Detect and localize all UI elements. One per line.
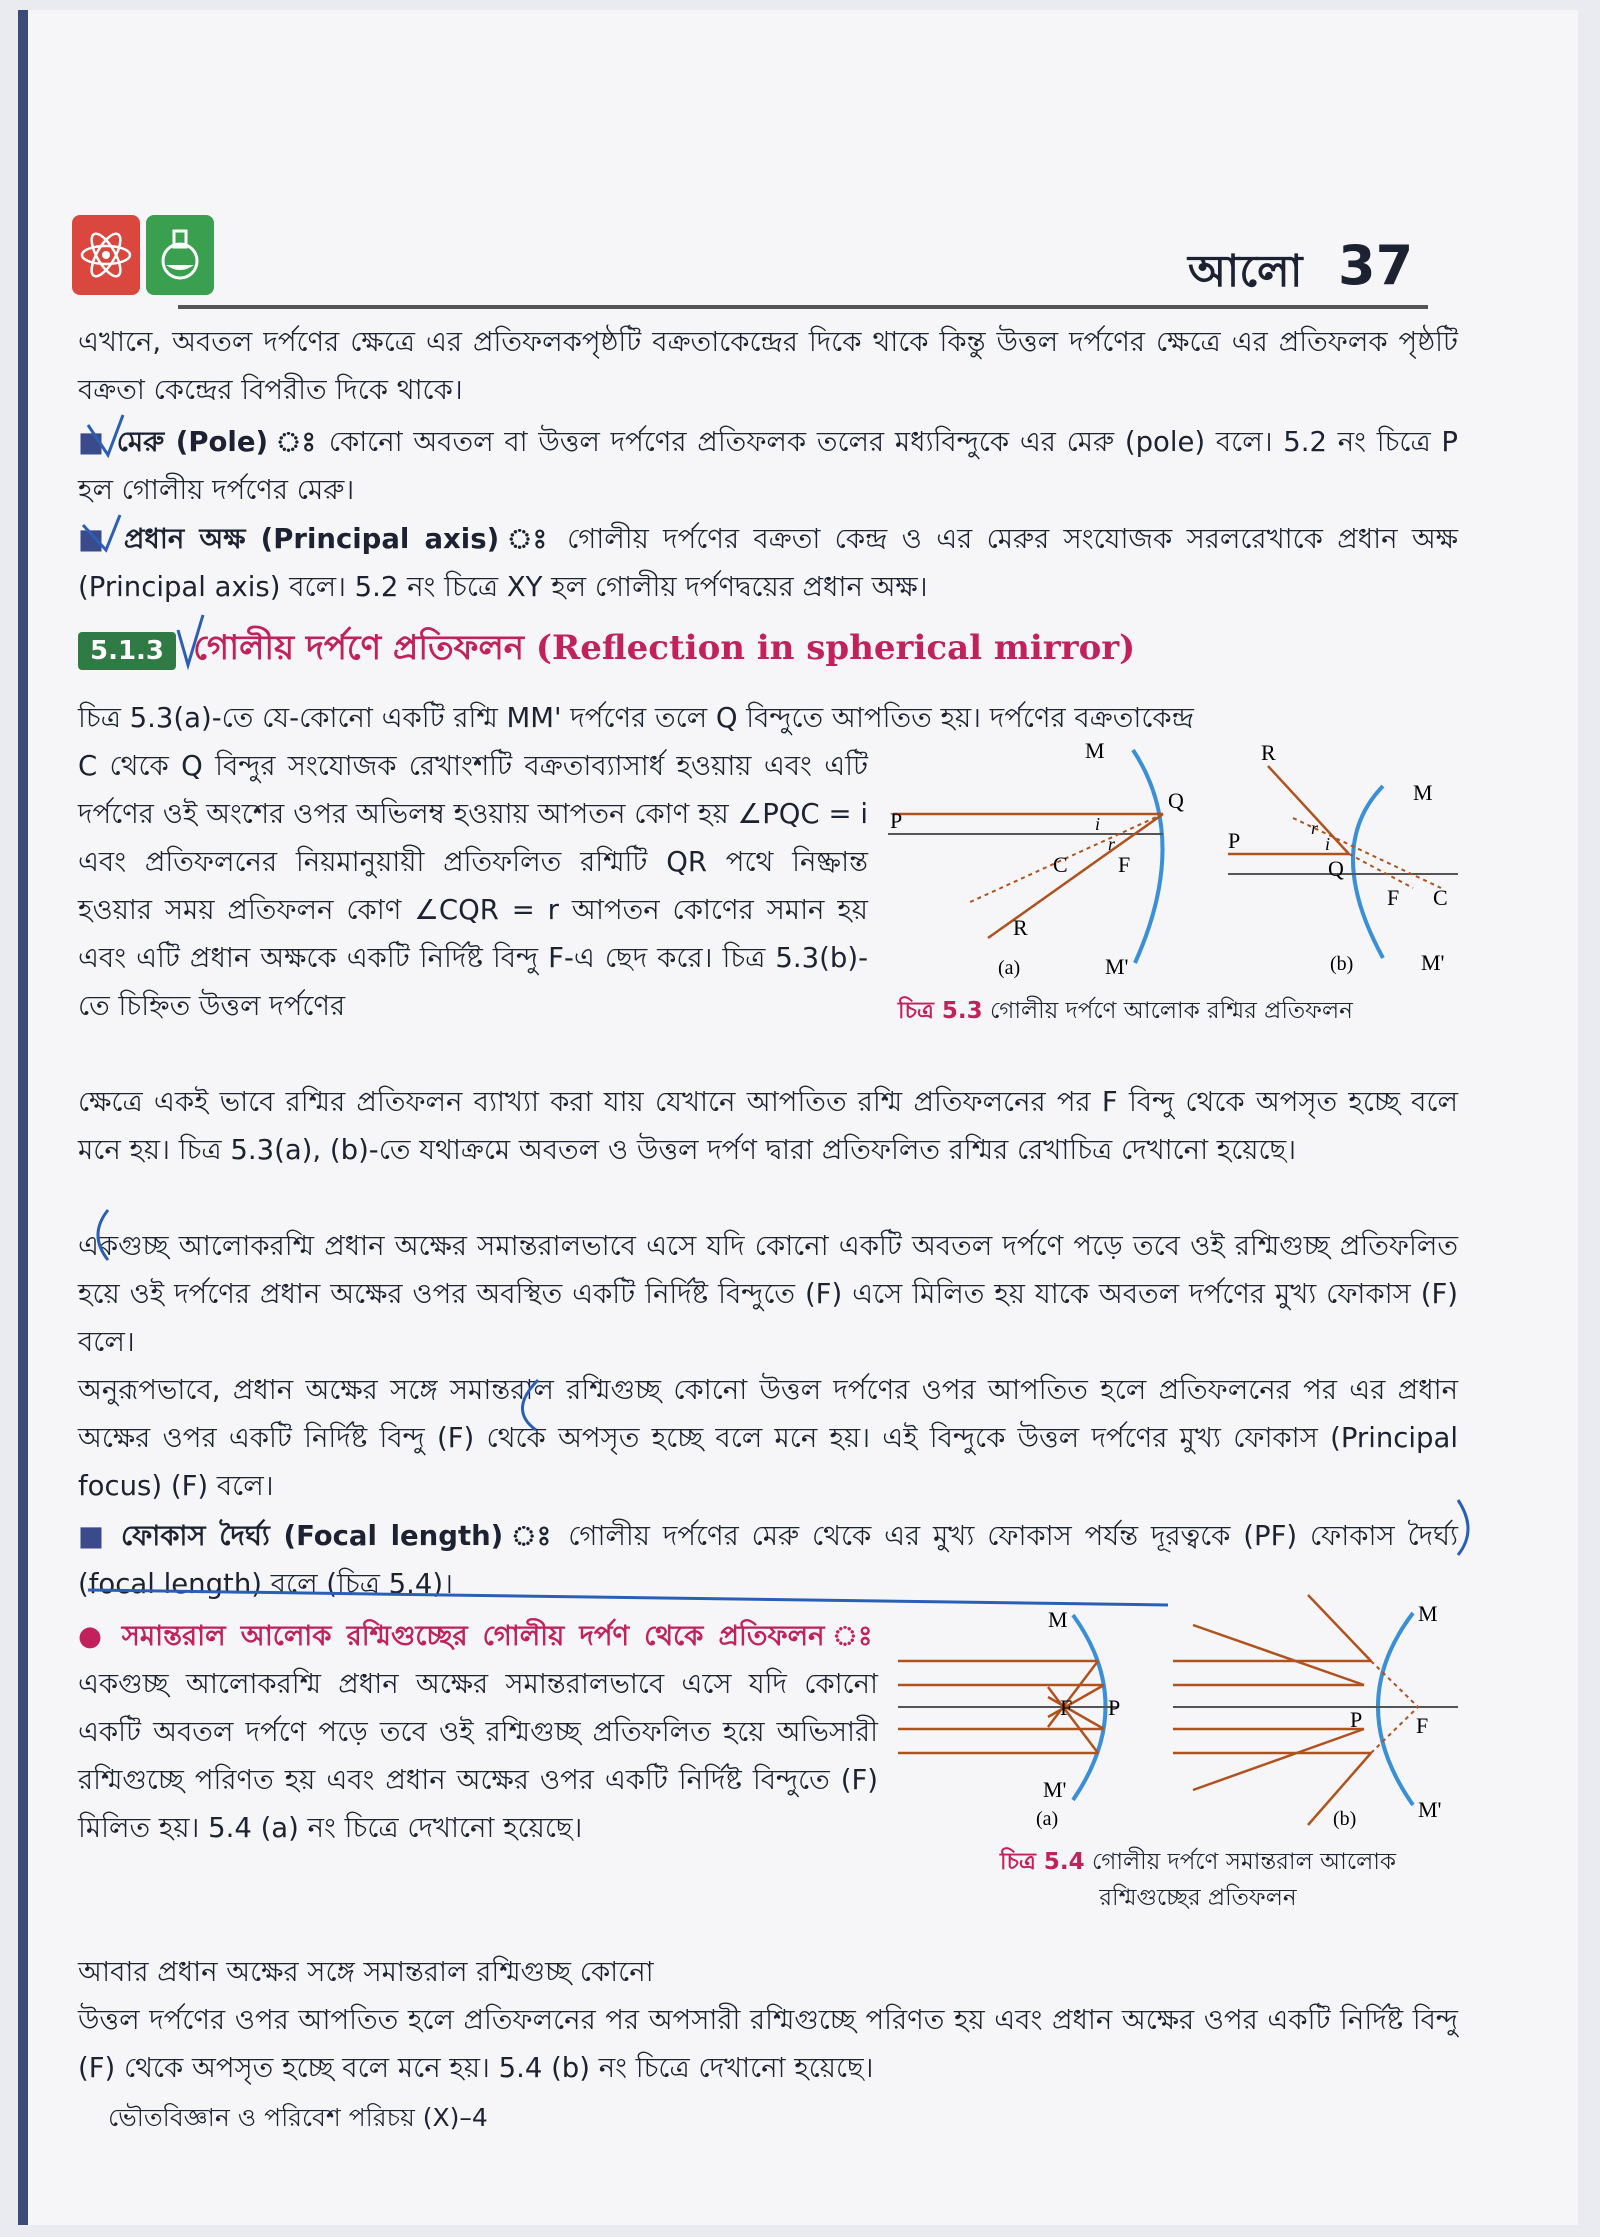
- label-i: i: [1095, 814, 1101, 834]
- page-footer: ভৌতবিজ্ঞান ও পরিবেশ পরিচয় (X)–4: [108, 2103, 488, 2132]
- label-M: M: [1418, 1601, 1438, 1626]
- figure-5-3b: [1228, 740, 1458, 975]
- paragraph-parallel-2b: উত্তল দর্পণের ওপর আপতিত হলে প্রতিফলনের পর অপসারী রশ্মিগুচ্ছে পরিণত হয় এবং প্রধান অক্ষের ওপর একটি নির্দিষ্ট বিন্দু (F) থেকে অপসৃত হচ্ছে বলে মনে হয়। 5.4 (b) নং চিত্রে দেখানো হয়েছে।: [78, 2004, 1458, 2084]
- textbook-page: [18, 10, 1578, 2225]
- label-M: M: [1048, 1607, 1068, 1632]
- figure-5-3a: [888, 738, 1184, 979]
- page-number: 37: [1338, 234, 1414, 297]
- bullet-circle-icon: ●: [78, 1620, 122, 1652]
- reflected-ray-2: [1193, 1625, 1364, 1685]
- caption-label: চিত্র 5.3: [898, 998, 983, 1024]
- figure-5-4-caption: [938, 1844, 1458, 1916]
- paragraph-parallel: [78, 1612, 878, 1852]
- parallel-text: একগুচ্ছ আলোকরশ্মি প্রধান অক্ষের সমান্তরালভাবে এসে যদি কোনো একটি অবতল দর্পণে পড়ে তবে ওই রশ্মিগুচ্ছ প্রতিফলিত হয়ে অভিসারী রশ্মিগুচ্ছে পরিণত হয় এবং প্রধান অক্ষের ওপর একটি নির্দিষ্ট বিন্দুতে (F) মিলিত হয়। 5.4 (a) নং চিত্রে দেখানো হয়েছে।: [78, 1668, 878, 1844]
- figure-5-3: [873, 738, 1463, 983]
- label-F: F: [1060, 1695, 1073, 1720]
- label-b: (b): [1333, 1808, 1357, 1830]
- flask-icon: [146, 215, 214, 295]
- reflected-ray: [1268, 766, 1349, 854]
- convex-mirror: [1378, 1613, 1413, 1805]
- label-P: P: [890, 808, 903, 833]
- label-M-prime: M': [1418, 1797, 1442, 1822]
- caption-text: গোলীয় দর্পণে আলোক রশ্মির প্রতিফলন: [989, 998, 1353, 1024]
- label-b: (b): [1330, 953, 1354, 975]
- term-focal-length: ফোকাস দৈর্ঘ্য (Focal length) ঃ: [120, 1520, 556, 1552]
- atom-icon: [72, 215, 140, 295]
- label-P: P: [1108, 1695, 1121, 1720]
- figure-5-4b: [1173, 1595, 1458, 1830]
- label-Q: Q: [1168, 788, 1184, 813]
- label-M-prime: M': [1105, 954, 1129, 979]
- chapter-title: আলো: [1188, 246, 1303, 297]
- bullet-square-icon: ■: [78, 523, 124, 555]
- label-r: r: [1311, 818, 1319, 838]
- label-i: i: [1325, 834, 1331, 854]
- paragraph-reflection-3: ক্ষেত্রে একই ভাবে রশ্মির প্রতিফলন ব্যাখ্যা করা যায় যেখানে আপতিত রশ্মি প্রতিফলনের পর F বিন্দু থেকে অপসৃত হচ্ছে বলে মনে হয়। চিত্র 5.3(a), (b)-তে যথাক্রমে অবতল ও উত্তল দর্পণ দ্বারা প্রতিফলিত রশ্মির রেখাচিত্র দেখানো হয়েছে।: [78, 1086, 1458, 1166]
- label-M: M: [1085, 738, 1105, 763]
- paragraph-pole: [78, 418, 1458, 514]
- paragraph-intro: এখানে, অবতল দর্পণের ক্ষেত্রে এর প্রতিফলকপৃষ্ঠটি বক্রতাকেন্দ্রের দিকে থাকে কিন্তু উত্তল দর্পণের ক্ষেত্রে এর প্রতিফলক পৃষ্ঠটি বক্রতা কেন্দ্রের বিপরীত দিকে থাকে।: [78, 326, 1458, 406]
- bullet-square-icon: ■: [78, 1520, 121, 1552]
- caption-text: গোলীয় দর্পণে সমান্তরাল আলোক: [1091, 1849, 1396, 1875]
- label-Q: Q: [1328, 856, 1344, 881]
- term-pole: মেরু (Pole) ঃ: [116, 426, 319, 458]
- label-F: F: [1416, 1713, 1429, 1738]
- bullet-square-icon: ■: [78, 426, 117, 458]
- header-rule: [178, 305, 1428, 309]
- caption-text-2: রশ্মিগুচ্ছের প্রতিফলন: [1099, 1885, 1297, 1911]
- paragraph-focus-convex: অনুরূপভাবে, প্রধান অক্ষের সঙ্গে সমান্তরাল রশ্মিগুচ্ছ কোনো উত্তল দর্পণের ওপর আপতিত হলে প্রতিফলনের পর এর প্রধান অক্ষের ওপর একটি নির্দিষ্ট বিন্দু (F) থেকে অপসৃত হচ্ছে বলে মনে হয়। এই বিন্দুকে উত্তল দর্পণের মুখ্য ফোকাস (Principal focus) (F) বলে।: [78, 1374, 1458, 1502]
- label-M-prime: M': [1043, 1777, 1067, 1802]
- figure-5-4: [888, 1585, 1468, 1840]
- caption-label: চিত্র 5.4: [999, 1849, 1085, 1875]
- figure-5-3-caption: [898, 992, 1353, 1031]
- label-F: F: [1387, 885, 1400, 910]
- convex-mirror: [1353, 786, 1383, 958]
- label-r: r: [1108, 834, 1116, 854]
- reflected-ray-1: [1308, 1595, 1371, 1661]
- label-F: F: [1118, 852, 1131, 877]
- label-P: P: [1228, 828, 1241, 853]
- label-a: (a): [1036, 1808, 1059, 1830]
- term-principal-axis: প্রধান অক্ষ (Principal axis) ঃ: [123, 523, 553, 555]
- label-P: P: [1350, 1707, 1363, 1732]
- label-a: (a): [998, 957, 1021, 979]
- reflected-ray-3: [1193, 1729, 1364, 1790]
- principal-axis-definition: গোলীয় দর্পণের বক্রতা কেন্দ্র ও এর মেরুর সংযোজক সরলরেখাকে প্রধান অক্ষ (Principal axis) বলে। 5.2 নং চিত্রে XY হল গোলীয় দর্পণদ্বয়ের প্রধান অক্ষ।: [78, 523, 1458, 603]
- parallel-heading: সমান্তরাল আলোক রশ্মিগুচ্ছের গোলীয় দর্পণ থেকে প্রতিফলন ঃ: [121, 1620, 878, 1652]
- label-M-prime: M': [1421, 950, 1445, 975]
- section-heading: [78, 622, 1135, 679]
- figure-5-4a: [898, 1607, 1120, 1830]
- pole-definition: কোনো অবতল বা উত্তল দর্পণের প্রতিফলক তলের মধ্যবিন্দুকে এর মেরু (pole) বলে। 5.2 নং চিত্রে P হল গোলীয় দর্পণের মেরু।: [78, 426, 1458, 506]
- section-number: 5.1.3: [78, 632, 176, 670]
- paragraph-principal-axis: [78, 515, 1458, 611]
- section-title: গোলীয় দর্পণে প্রতিফলন (Reflection in spherical mirror): [193, 628, 1136, 668]
- paragraph-reflection-1: চিত্র 5.3(a)-তে যে-কোনো একটি রশ্মি MM' দর্পণের তলে Q বিন্দুতে আপতিত হয়। দর্পণের বক্রতাকেন্দ্র: [78, 702, 1194, 734]
- paragraph-focus-concave: একগুচ্ছ আলোকরশ্মি প্রধান অক্ষের সমান্তরালভাবে এসে যদি কোনো একটি অবতল দর্পণে পড়ে তবে ওই রশ্মিগুচ্ছ প্রতিফলিত হয়ে ওই দর্পণের প্রধান অক্ষের ওপর অবস্থিত একটি নির্দিষ্ট বিন্দুতে (F) এসে মিলিত হয় যাকে অবতল দর্পণের মুখ্য ফোকাস (F) বলে।: [78, 1230, 1458, 1358]
- label-C: C: [1433, 885, 1448, 910]
- paragraph-reflection-2: C থেকে Q বিন্দুর সংযোজক রেখাংশটি বক্রতাব্যাসার্ধ হওয়ায় এবং এটি দর্পণের ওই অংশের ওপর অভিলম্ব হওয়ায় আপতন কোণ হয় ∠PQC = i এবং প্রতিফলনের নিয়মানুয়ায়ী প্রতিফলিত রশ্মিটি QR পথে নিষ্ক্রান্ত হওয়ার সময় প্রতিফলন কোণ ∠CQR = r আপতন কোণের সমান হয় এবং এটি প্রধান অক্ষকে একটি নির্দিষ্ট বিন্দু F-এ ছেদ করে। চিত্র 5.3(b)-তে চিহ্নিত উত্তল দর্পণের: [78, 750, 868, 1022]
- focal-length-definition: গোলীয় দর্পণের মেরু থেকে এর মুখ্য ফোকাস পর্যন্ত দূরত্বকে (PF) ফোকাস দৈর্ঘ্য (focal length) বলে (চিত্র 5.4)।: [78, 1520, 1458, 1600]
- concave-mirror: [1133, 750, 1163, 963]
- label-R: R: [1261, 740, 1276, 765]
- label-R: R: [1013, 915, 1028, 940]
- label-C: C: [1053, 852, 1068, 877]
- paragraph-parallel-2a: আবার প্রধান অক্ষের সঙ্গে সমান্তরাল রশ্মিগুচ্ছ কোনো: [78, 1956, 654, 1988]
- label-M: M: [1413, 780, 1433, 805]
